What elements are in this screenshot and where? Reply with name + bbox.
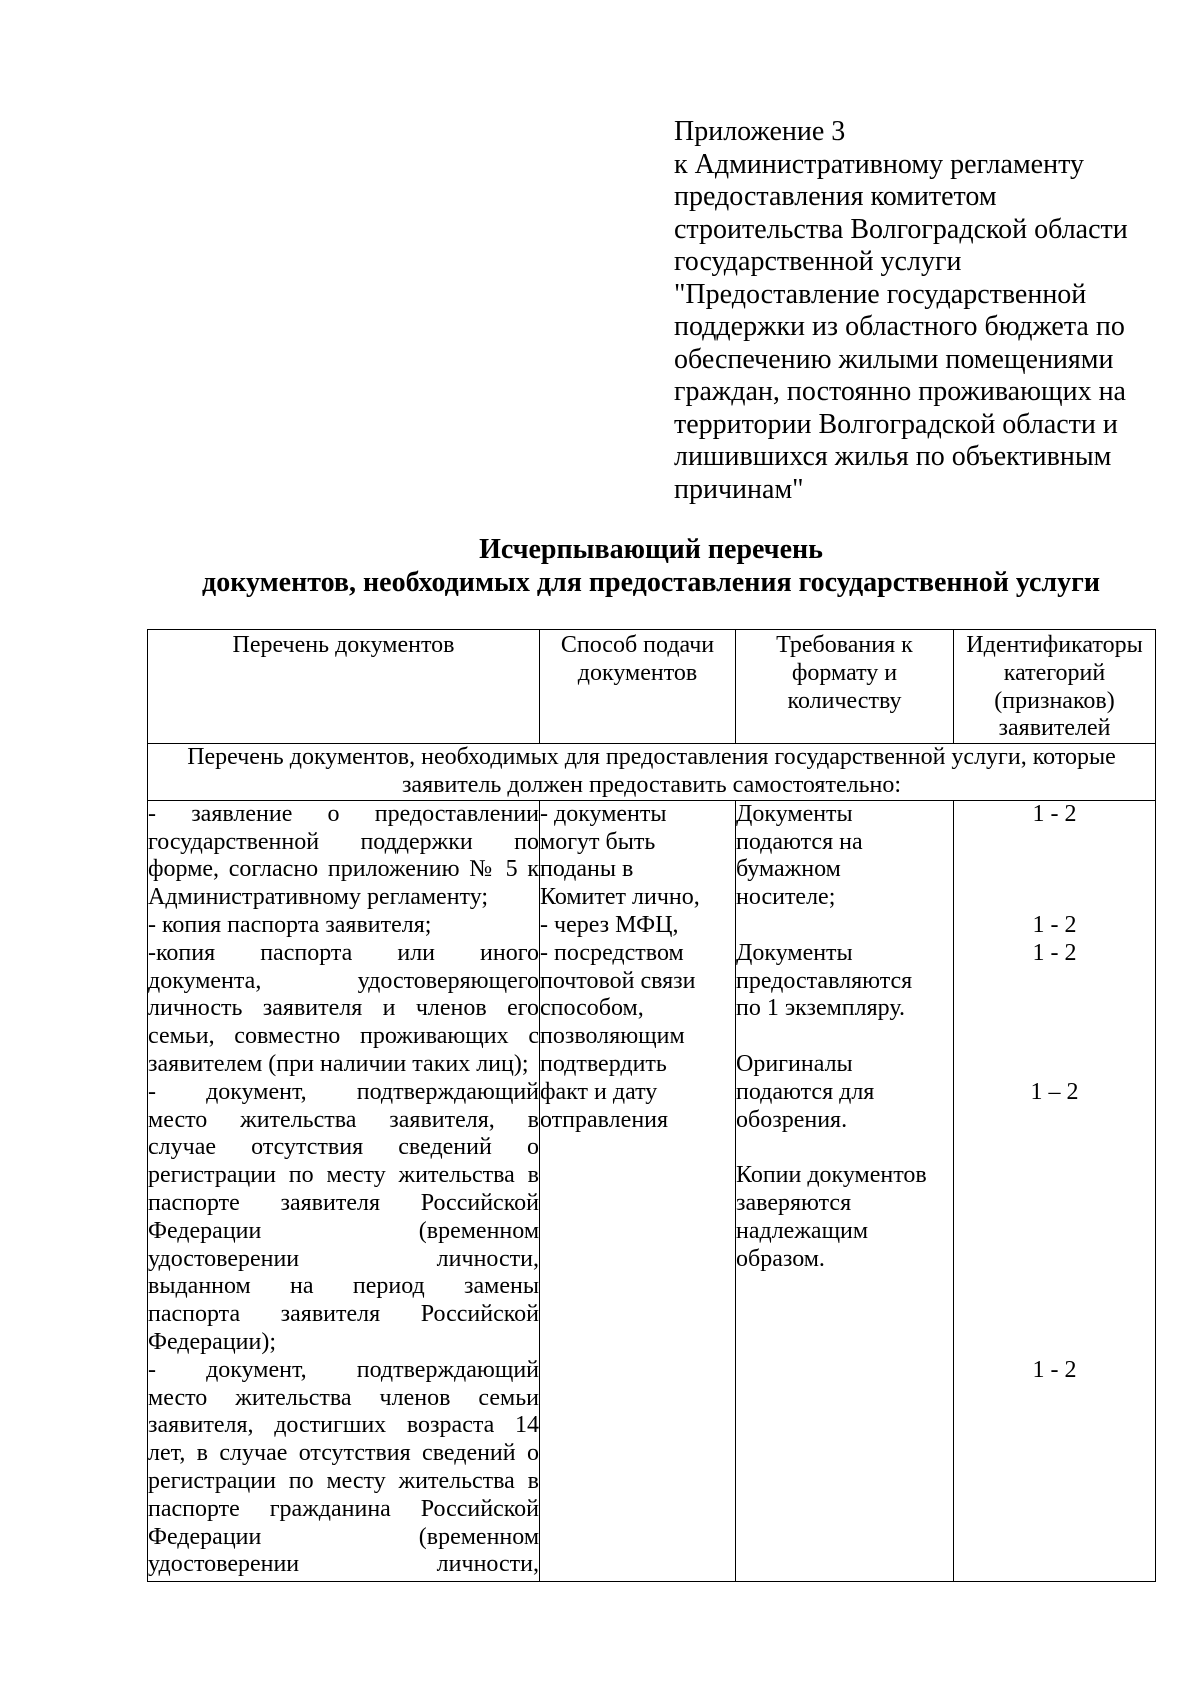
requirement-paragraph (736, 1162, 953, 1273)
appendix-label: Приложение 3 (674, 116, 846, 147)
column-header-applicant-identifiers (954, 630, 1156, 744)
requirement-line: надлежащим (736, 1217, 869, 1244)
appendix-reference-line: поддержки из областного бюджета по (674, 311, 1125, 342)
submission-method-line: - посредством (540, 939, 684, 966)
table-row (148, 800, 1156, 1581)
requirement-line: подаются на (736, 828, 863, 855)
applicant-category-identifier: 1 - 2 (1032, 1356, 1077, 1383)
document-item-line: - документ, подтверждающий (148, 1078, 539, 1105)
document-item-line: паспорте гражданина Российской (148, 1495, 539, 1522)
document-item-line: государственной поддержки по (148, 828, 539, 855)
document-item (148, 1357, 539, 1579)
column-header-submission-method (540, 630, 736, 744)
document-title-line: Исчерпывающий перечень (479, 534, 823, 565)
applicant-category-identifier: 1 – 2 (1030, 1078, 1079, 1105)
document-item-line: выданном на период замены (148, 1273, 539, 1300)
appendix-reference-line: граждан, постоянно проживающих на (674, 376, 1126, 407)
requirement-paragraph (736, 940, 953, 1023)
requirement-line: Копии документов (736, 1162, 927, 1189)
document-item-line: заявителем (при наличии таких лиц); (148, 1050, 529, 1077)
column-header-line: заявителей (998, 715, 1111, 742)
document-title (147, 534, 1155, 599)
submission-method-line: могут быть (540, 828, 656, 855)
requirement-line: заверяются (736, 1189, 852, 1216)
appendix-reference-line: государственной услуги (674, 246, 962, 277)
submission-method-line: поданы в (540, 856, 634, 883)
document-item-line: форме, согласно приложению № 5 к (148, 856, 539, 883)
section-heading-cell (148, 744, 1156, 801)
section-heading-line: заявитель должен предоставить самостоятельно: (401, 771, 902, 798)
submission-method-line: - через МФЦ, (540, 911, 679, 938)
document-item-line: Федерации (временном (148, 1217, 539, 1244)
document-item (148, 912, 539, 940)
document-subtitle-line: документов, необходимых для предоставления государственной услуги (202, 566, 1100, 598)
requirement-line: обозрения. (736, 1106, 848, 1133)
column-header-line: категорий (1003, 659, 1106, 686)
column-header-line: Способ подачи (560, 632, 715, 658)
document-item-line: случае отсутствия сведений о (148, 1134, 539, 1161)
requirement-paragraph (736, 801, 953, 912)
requirement-line: носителе; (736, 884, 836, 911)
document-item-line: - документ, подтверждающий (148, 1356, 539, 1383)
documents-list-cell (148, 800, 540, 1581)
documents-table (147, 629, 1156, 1582)
appendix-reference-line: лишившихся жилья по объективным (674, 441, 1112, 472)
document-item-line: паспорте заявителя Российской (148, 1189, 539, 1216)
appendix-reference-line: строительства Волгоградской области (674, 213, 1128, 245)
document-item-line: документа, удостоверяющего (148, 967, 539, 994)
document-item-line: удостоверении личности, (148, 1245, 539, 1272)
document-item-line: - копия паспорта заявителя; (148, 911, 432, 938)
appendix-reference-line: предоставления комитетом (674, 181, 997, 212)
requirement-line: Документы (736, 800, 853, 827)
requirement-line: Документы (736, 939, 853, 966)
requirement-line: Оригиналы (736, 1050, 853, 1077)
requirement-line: предоставляются (736, 967, 913, 994)
column-header-line: формату и (791, 659, 898, 686)
applicant-identifiers-cell (954, 800, 1156, 1581)
appendix-reference-line: к Административному регламенту (674, 148, 1084, 180)
requirement-line: по 1 экземпляру. (736, 995, 905, 1022)
table-section-row (148, 744, 1156, 801)
column-header-line: Перечень документов (232, 632, 455, 658)
document-item-line: -копия паспорта или иного (148, 939, 539, 966)
table-header-row (148, 630, 1156, 744)
submission-method-line: Комитет лично, (540, 884, 700, 911)
identifiers-column (954, 801, 1155, 1579)
applicant-category-identifier: 1 - 2 (1032, 911, 1077, 938)
document-item-line: заявителя, достигших возраста 14 (148, 1412, 539, 1439)
document-item (148, 801, 539, 912)
submission-method-line: отправления (540, 1106, 669, 1133)
document-item-line: Административному регламенту; (148, 884, 489, 911)
document-item (148, 940, 539, 1079)
document-item-line: регистрации по месту жительства в (148, 1467, 539, 1494)
submission-method-line: почтовой связи (540, 967, 696, 994)
document-item-line: регистрации по месту жительства в (148, 1162, 539, 1189)
document-item (148, 1079, 539, 1357)
appendix-reference-line: территории Волгоградской области и (674, 408, 1118, 440)
document-item-line: паспорта заявителя Российской (148, 1301, 539, 1328)
appendix-reference-line: обеспечению жилыми помещениями (674, 343, 1114, 375)
applicant-category-identifier: 1 - 2 (1032, 800, 1077, 827)
document-item-line: место жительства заявителя, в (148, 1106, 539, 1133)
requirement-line: бумажном (736, 856, 841, 883)
document-item-line: удостоверении личности, (148, 1551, 539, 1578)
column-header-line: документов (577, 659, 698, 686)
document-item-line: лет, в случае отсутствия сведений о (148, 1440, 539, 1467)
submission-method-line: факт и дату (540, 1078, 658, 1105)
document-item-line: - заявление о предоставлении (148, 800, 539, 827)
column-header-line: Требования к (776, 632, 913, 658)
section-heading-line: Перечень документов, необходимых для предоставления государственной услуги, которые (187, 744, 1116, 771)
document-item-line: семьи, совместно проживающих с (148, 1023, 539, 1050)
appendix-reference-block (674, 116, 1184, 506)
requirement-line: подаются для (736, 1078, 875, 1105)
column-header-line: количеству (787, 687, 902, 714)
column-header-line: (признаков) (994, 687, 1115, 714)
appendix-reference-line: причинам" (674, 473, 804, 505)
submission-method-line: позволяющим (540, 1023, 685, 1050)
column-header-documents (148, 630, 540, 744)
submission-method-cell (540, 800, 736, 1581)
appendix-reference-line: "Предоставление государственной (674, 278, 1087, 310)
column-header-line: Идентификаторы (966, 632, 1143, 658)
submission-method-line: - документы (540, 800, 667, 827)
submission-method-line: подтвердить (540, 1050, 667, 1077)
document-item-line: место жительства членов семьи (148, 1384, 539, 1411)
requirement-paragraph (736, 1051, 953, 1134)
format-requirements-cell (736, 800, 954, 1581)
column-header-format-requirements (736, 630, 954, 744)
submission-method-line: способом, (540, 995, 644, 1022)
document-item-line: Федерации (временном (148, 1523, 539, 1550)
document-item-line: личность заявителя и членов его (148, 995, 539, 1022)
requirement-line: образом. (736, 1245, 825, 1272)
document-item-line: Федерации); (148, 1328, 277, 1355)
applicant-category-identifier: 1 - 2 (1032, 939, 1077, 966)
